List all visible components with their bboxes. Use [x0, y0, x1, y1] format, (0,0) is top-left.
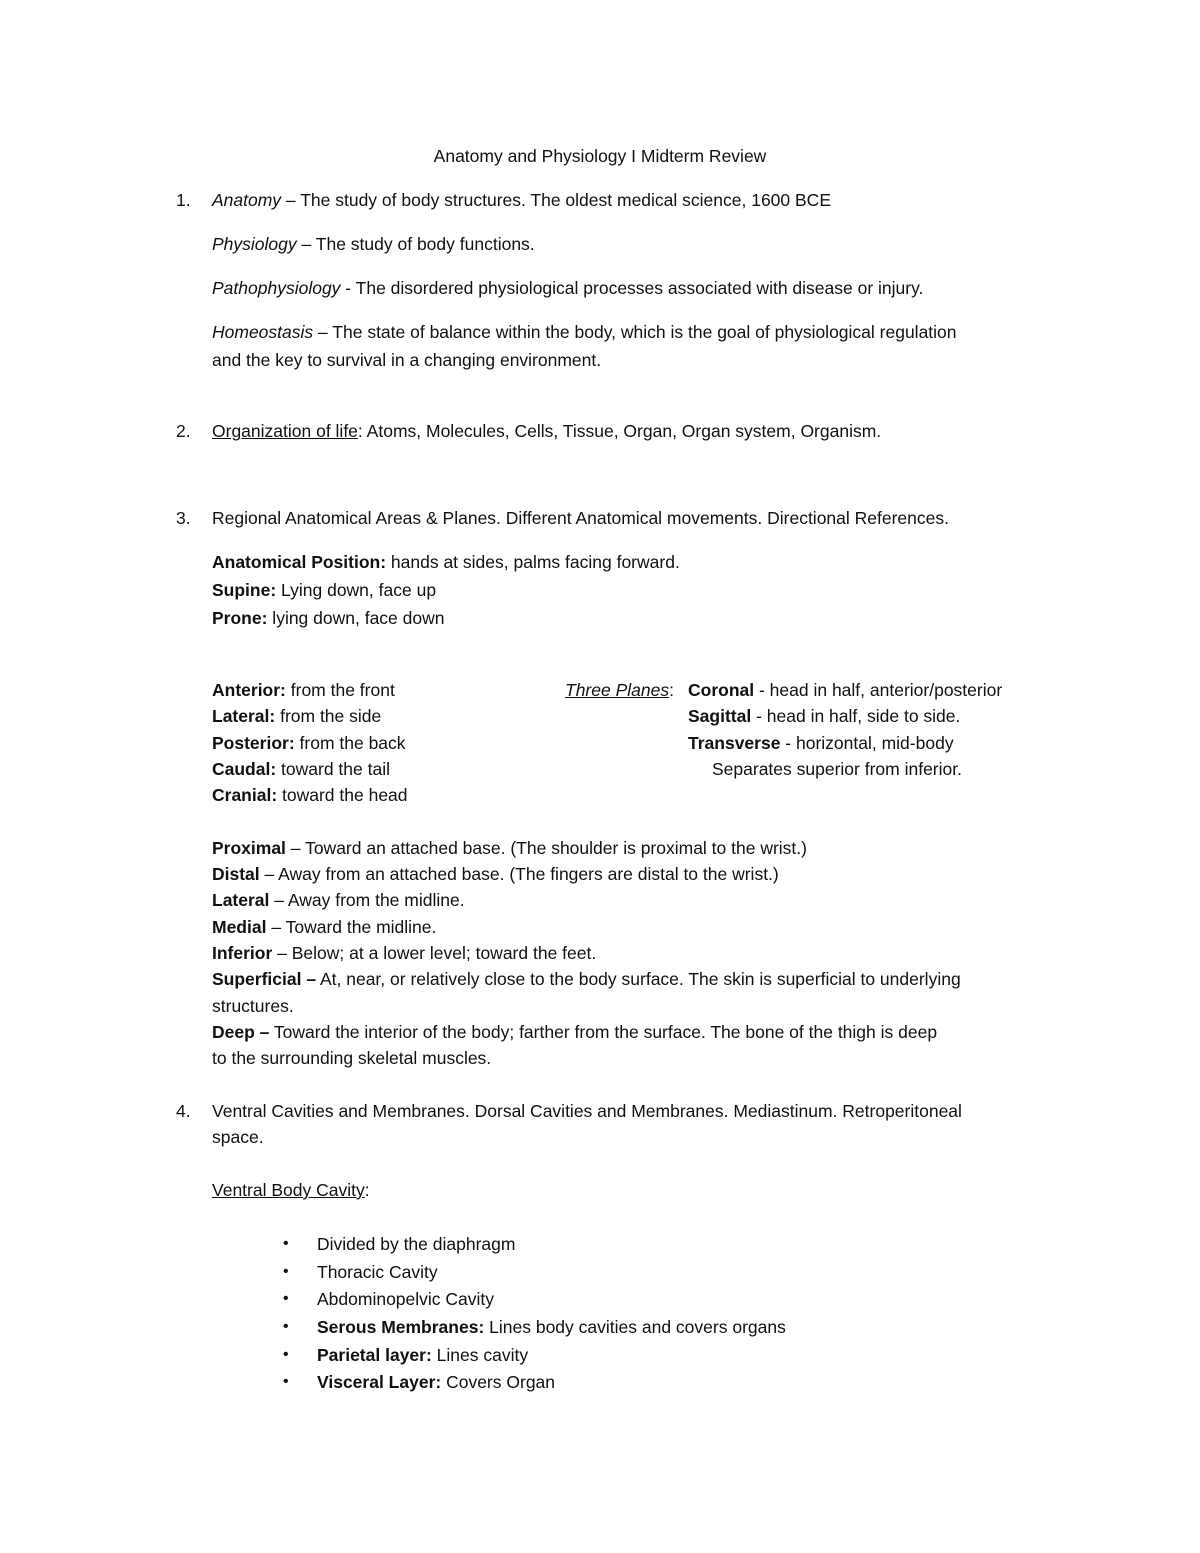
plane-term: Sagittal: [688, 706, 752, 726]
direction-text: from the back: [294, 733, 406, 753]
organization-label: Organization of life: [212, 421, 358, 441]
reference-term: Lateral: [212, 890, 270, 910]
page-title: Anatomy and Physiology I Midterm Review: [433, 146, 767, 166]
reference-text: – Toward the midline.: [266, 917, 437, 937]
reference-item: [212, 915, 436, 939]
physiology-definition: [212, 232, 535, 256]
direction-term: Anterior:: [212, 680, 286, 700]
section-3-heading: Regional Anatomical Areas & Planes. Different Anatomical movements. Directional References.: [212, 508, 949, 528]
direction-item: [212, 678, 395, 702]
plane-term: Transverse: [688, 733, 781, 753]
plane-item: [688, 704, 960, 728]
list-item-text: Thoracic Cavity: [317, 1262, 438, 1282]
bullet-icon: •: [283, 1346, 289, 1363]
list-item-term: Serous Membranes:: [317, 1317, 485, 1337]
anatomy-definition: [212, 188, 831, 212]
anatomical-position-term: Anatomical Position:: [212, 552, 387, 572]
reference-item: [212, 836, 807, 860]
direction-term: Cranial:: [212, 785, 278, 805]
reference-text: – Toward an attached base. (The shoulder is proximal to the wrist.): [285, 838, 807, 858]
pathophysiology-definition: [212, 276, 923, 300]
direction-term: Posterior:: [212, 733, 295, 753]
section-4-heading-cont: space.: [212, 1127, 264, 1147]
three-planes-title: Three Planes: [565, 680, 670, 700]
list-item-text: Lines cavity: [431, 1345, 529, 1365]
list-item-term: Parietal layer:: [317, 1345, 432, 1365]
deep-term: Deep –: [212, 1022, 270, 1042]
organization-text: : Atoms, Molecules, Cells, Tissue, Organ, Organ system, Organism.: [357, 421, 882, 441]
three-planes-label: [565, 678, 674, 702]
organization-of-life: [212, 419, 881, 443]
physiology-term: Physiology: [212, 234, 297, 254]
anatomical-position: [212, 550, 680, 574]
bullet-icon: •: [283, 1235, 289, 1252]
direction-term: Lateral:: [212, 706, 276, 726]
section-3-number: 3.: [176, 508, 191, 528]
homeostasis-text: – The state of balance within the body, which is the goal of physiological regulation: [313, 322, 957, 342]
section-1-number: 1.: [176, 190, 191, 210]
plane-item: [688, 678, 1002, 702]
direction-text: toward the head: [277, 785, 408, 805]
deep-definition: [212, 1020, 937, 1044]
list-item: [317, 1370, 555, 1394]
anatomy-text: – The study of body structures. The oldest medical science, 1600 BCE: [281, 190, 831, 210]
reference-item: [212, 941, 596, 965]
list-item: [317, 1260, 438, 1284]
reference-text: – Below; at a lower level; toward the feet.: [272, 943, 597, 963]
bullet-icon: •: [283, 1373, 289, 1390]
supine: [212, 578, 436, 602]
list-item-text: Abdominopelvic Cavity: [317, 1289, 495, 1309]
bullet-icon: •: [283, 1290, 289, 1307]
section-2-number: 2.: [176, 421, 191, 441]
direction-text: toward the tail: [276, 759, 390, 779]
direction-item: [212, 757, 390, 781]
superficial-text: At, near, or relatively close to the body surface. The skin is superficial to underlying: [316, 969, 961, 989]
prone-text: lying down, face down: [267, 608, 445, 628]
prone: [212, 606, 445, 630]
plane-text: - head in half, anterior/posterior: [754, 680, 1003, 700]
direction-item: [212, 731, 406, 755]
plane-text: - horizontal, mid-body: [780, 733, 954, 753]
plane-term: Coronal: [688, 680, 755, 700]
direction-text: from the front: [285, 680, 395, 700]
homeostasis-text-cont: and the key to survival in a changing environment.: [212, 350, 602, 370]
pathophysiology-text: - The disordered physiological processes associated with disease or injury.: [340, 278, 924, 298]
ventral-body-cavity-label: [212, 1178, 370, 1202]
bullet-icon: •: [283, 1263, 289, 1280]
homeostasis-definition: [212, 320, 957, 344]
ventral-label-colon: :: [364, 1180, 370, 1200]
anatomical-position-text: hands at sides, palms facing forward.: [386, 552, 680, 572]
deep-text-cont: to the surrounding skeletal muscles.: [212, 1048, 492, 1068]
superficial-definition: [212, 967, 961, 991]
direction-item: [212, 704, 381, 728]
three-planes-colon: :: [669, 680, 674, 700]
prone-term: Prone:: [212, 608, 268, 628]
bullet-icon: •: [283, 1318, 289, 1335]
reference-term: Inferior: [212, 943, 273, 963]
reference-item: [212, 862, 779, 886]
transverse-note: Separates superior from inferior.: [712, 759, 962, 779]
supine-text: Lying down, face up: [276, 580, 437, 600]
direction-term: Caudal:: [212, 759, 277, 779]
direction-item: [212, 783, 408, 807]
section-4-number: 4.: [176, 1101, 191, 1121]
deep-text: Toward the interior of the body; farther from the surface. The bone of the thigh is deep: [269, 1022, 938, 1042]
list-item-text: Lines body cavities and covers organs: [484, 1317, 786, 1337]
plane-item: [688, 731, 954, 755]
reference-item: [212, 888, 465, 912]
superficial-text-cont: structures.: [212, 996, 294, 1016]
list-item: [317, 1232, 515, 1256]
list-item: [317, 1315, 786, 1339]
direction-text: from the side: [275, 706, 382, 726]
homeostasis-term: Homeostasis: [212, 322, 314, 342]
reference-text: – Away from an attached base. (The fingers are distal to the wrist.): [259, 864, 779, 884]
list-item: [317, 1287, 494, 1311]
superficial-term: Superficial –: [212, 969, 317, 989]
reference-term: Distal: [212, 864, 260, 884]
supine-term: Supine:: [212, 580, 277, 600]
list-item-term: Visceral Layer:: [317, 1372, 442, 1392]
reference-term: Medial: [212, 917, 267, 937]
section-4-heading: Ventral Cavities and Membranes. Dorsal Cavities and Membranes. Mediastinum. Retroperitoneal: [212, 1101, 962, 1121]
physiology-text: – The study of body functions.: [296, 234, 535, 254]
ventral-label-text: Ventral Body Cavity: [212, 1180, 365, 1200]
reference-term: Proximal: [212, 838, 286, 858]
anatomy-term: Anatomy: [212, 190, 282, 210]
list-item-text: Covers Organ: [441, 1372, 556, 1392]
reference-text: – Away from the midline.: [269, 890, 465, 910]
list-item-text: Divided by the diaphragm: [317, 1234, 516, 1254]
list-item: [317, 1343, 528, 1367]
plane-text: - head in half, side to side.: [751, 706, 961, 726]
pathophysiology-term: Pathophysiology: [212, 278, 341, 298]
